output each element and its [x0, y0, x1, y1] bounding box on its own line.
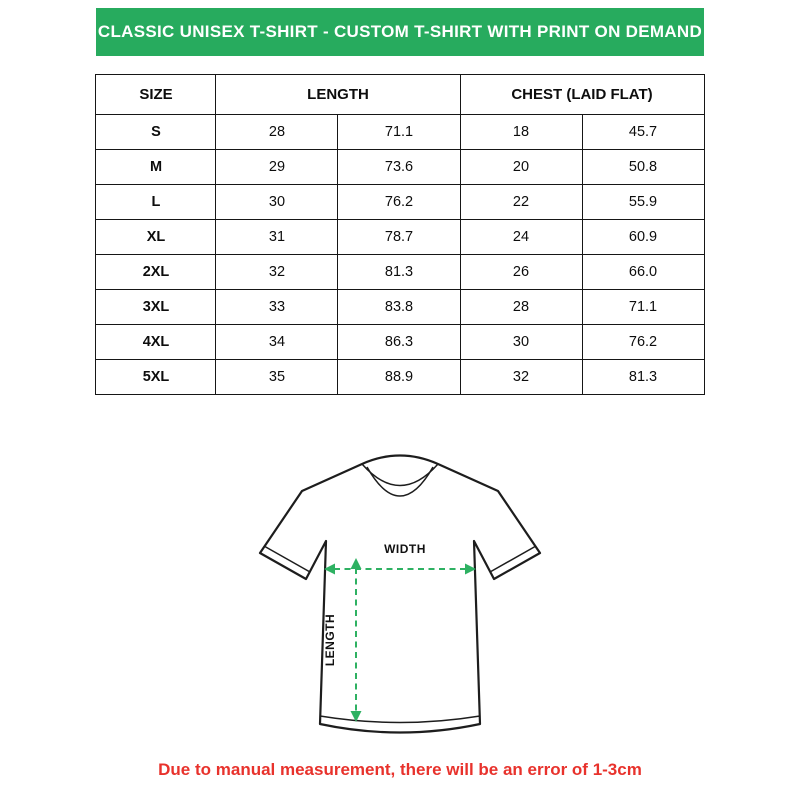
cell-size: XL: [96, 220, 216, 255]
cell-length-cm: 83.8: [338, 290, 460, 325]
title-banner: [96, 8, 704, 56]
table-row: [96, 220, 704, 255]
cell-chest-cm: 66.0: [582, 255, 704, 290]
cell-chest-in: 28: [460, 290, 582, 325]
cell-length-cm: 76.2: [338, 185, 460, 220]
cell-chest-in: 24: [460, 220, 582, 255]
cell-chest-cm: 76.2: [582, 325, 704, 360]
cell-length-cm: 71.1: [338, 115, 460, 150]
cell-chest-in: 20: [460, 150, 582, 185]
size-chart-table: [95, 74, 704, 395]
cell-size: S: [96, 115, 216, 150]
cell-chest-in: 32: [460, 360, 582, 395]
cell-length-in: 32: [216, 255, 338, 290]
page-title: CLASSIC UNISEX T-SHIRT - CUSTOM T-SHIRT WITH PRINT ON DEMAND: [97, 22, 703, 41]
cell-length-cm: 78.7: [338, 220, 460, 255]
cell-length-in: 33: [216, 290, 338, 325]
cell-length-cm: 88.9: [338, 360, 460, 395]
cell-chest-cm: 45.7: [582, 115, 704, 150]
cell-length-in: 35: [216, 360, 338, 395]
cell-chest-in: 26: [460, 255, 582, 290]
cell-chest-in: 18: [460, 115, 582, 150]
table-row: [96, 290, 704, 325]
cell-chest-in: 22: [460, 185, 582, 220]
cell-size: M: [96, 150, 216, 185]
table-row: [96, 185, 704, 220]
length-label: LENGTH: [323, 613, 337, 667]
width-label: WIDTH: [384, 542, 426, 556]
cell-length-in: 30: [216, 185, 338, 220]
cell-size: 3XL: [96, 290, 216, 325]
tshirt-outline: [260, 456, 540, 733]
cell-length-in: 34: [216, 325, 338, 360]
cell-length-cm: 73.6: [338, 150, 460, 185]
measurement-note: Due to manual measurement, there will be an error of 1-3cm: [158, 760, 642, 779]
col-header-size: SIZE: [96, 75, 216, 115]
cell-size: 5XL: [96, 360, 216, 395]
cell-size: 2XL: [96, 255, 216, 290]
table-row: [96, 325, 704, 360]
cell-size: L: [96, 185, 216, 220]
cell-chest-cm: 50.8: [582, 150, 704, 185]
cell-size: 4XL: [96, 325, 216, 360]
col-header-length: LENGTH: [216, 75, 460, 115]
table-row: [96, 115, 704, 150]
table-row: [96, 360, 704, 395]
measurement-diagram: [0, 441, 800, 746]
cell-chest-cm: 81.3: [582, 360, 704, 395]
col-header-chest: CHEST (LAID FLAT): [460, 75, 704, 115]
cell-chest-cm: 71.1: [582, 290, 704, 325]
cell-length-cm: 86.3: [338, 325, 460, 360]
tshirt-diagram: [250, 441, 550, 746]
table-row: [96, 255, 704, 290]
cell-length-in: 28: [216, 115, 338, 150]
table-row: [96, 150, 704, 185]
cell-chest-cm: 60.9: [582, 220, 704, 255]
cell-chest-cm: 55.9: [582, 185, 704, 220]
cell-length-in: 31: [216, 220, 338, 255]
cell-length-cm: 81.3: [338, 255, 460, 290]
cell-length-in: 29: [216, 150, 338, 185]
table-header-row: [96, 75, 704, 115]
cell-chest-in: 30: [460, 325, 582, 360]
